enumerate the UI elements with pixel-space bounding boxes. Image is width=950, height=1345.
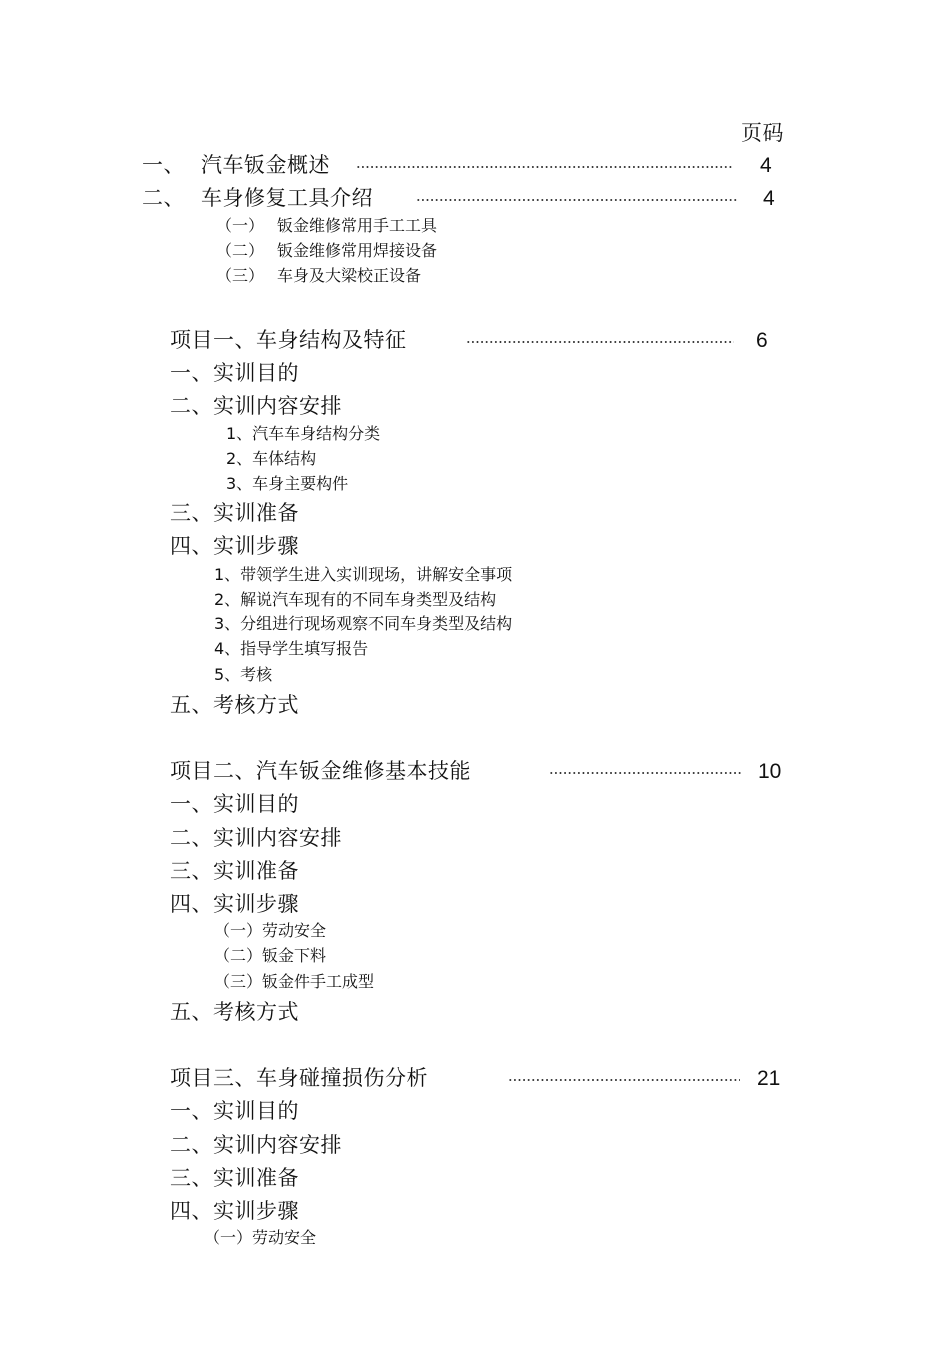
sub-item[interactable]: 5、考核 [214, 665, 273, 684]
page-number-header: 页码 [741, 121, 784, 145]
project-page: 6 [756, 329, 768, 352]
project-title[interactable]: 项目三、车身碰撞损伤分析 [170, 1066, 428, 1090]
section-item[interactable]: 五、考核方式 [170, 1000, 299, 1024]
toc-sub-num: （一） [216, 216, 265, 235]
sub-item[interactable]: （三）钣金件手工成型 [214, 972, 375, 991]
leader-dots [508, 1079, 740, 1081]
sub-item[interactable]: 3、分组进行现场观察不同车身类型及结构 [214, 614, 513, 633]
toc-sub-num: （二） [216, 241, 265, 260]
toc-entry-title[interactable]: 汽车钣金概述 [201, 153, 330, 177]
sub-item[interactable]: 2、解说汽车现有的不同车身类型及结构 [214, 590, 497, 609]
section-item[interactable]: 三、实训准备 [170, 501, 299, 525]
toc-sub-title[interactable]: 钣金维修常用焊接设备 [277, 241, 438, 260]
project-title[interactable]: 项目二、汽车钣金维修基本技能 [170, 759, 471, 783]
project-title[interactable]: 项目一、车身结构及特征 [170, 328, 407, 352]
section-item[interactable]: 二、实训内容安排 [170, 826, 342, 850]
section-item[interactable]: 一、实训目的 [170, 361, 299, 385]
toc-entry-page: 4 [763, 187, 775, 210]
section-item[interactable]: 五、考核方式 [170, 693, 299, 717]
sub-item[interactable]: 1、汽车车身结构分类 [226, 424, 381, 443]
sub-item[interactable]: （二）钣金下料 [214, 946, 327, 965]
sub-item[interactable]: （一）劳动安全 [214, 921, 327, 940]
section-item[interactable]: 四、实训步骤 [170, 534, 299, 558]
section-item[interactable]: 四、实训步骤 [170, 1199, 299, 1223]
section-item[interactable]: 四、实训步骤 [170, 892, 299, 916]
project-page: 21 [757, 1067, 781, 1090]
toc-entry-num: 二、 [142, 186, 185, 210]
section-item[interactable]: 二、实训内容安排 [170, 394, 342, 418]
toc-sub-title[interactable]: 车身及大梁校正设备 [277, 266, 422, 285]
section-item[interactable]: 一、实训目的 [170, 792, 299, 816]
toc-entry-page: 4 [760, 154, 772, 177]
project-page: 10 [758, 760, 782, 783]
section-item[interactable]: 二、实训内容安排 [170, 1133, 342, 1157]
section-item[interactable]: 三、实训准备 [170, 859, 299, 883]
sub-item[interactable]: 3、车身主要构件 [226, 474, 349, 493]
toc-sub-title[interactable]: 钣金维修常用手工工具 [277, 216, 438, 235]
toc-sub-num: （三） [216, 266, 265, 285]
leader-dots [466, 341, 734, 343]
sub-item[interactable]: 2、车体结构 [226, 449, 317, 468]
toc-entry-title[interactable]: 车身修复工具介绍 [201, 186, 373, 210]
sub-item[interactable]: （一）劳动安全 [204, 1228, 317, 1247]
leader-dots [356, 166, 732, 168]
section-item[interactable]: 一、实训目的 [170, 1099, 299, 1123]
sub-item[interactable]: 1、带领学生进入实训现场，讲解安全事项 [214, 565, 513, 584]
leader-dots [549, 772, 743, 774]
section-item[interactable]: 三、实训准备 [170, 1166, 299, 1190]
toc-entry-num: 一、 [142, 153, 185, 177]
sub-item[interactable]: 4、指导学生填写报告 [214, 639, 369, 658]
leader-dots [416, 199, 738, 201]
